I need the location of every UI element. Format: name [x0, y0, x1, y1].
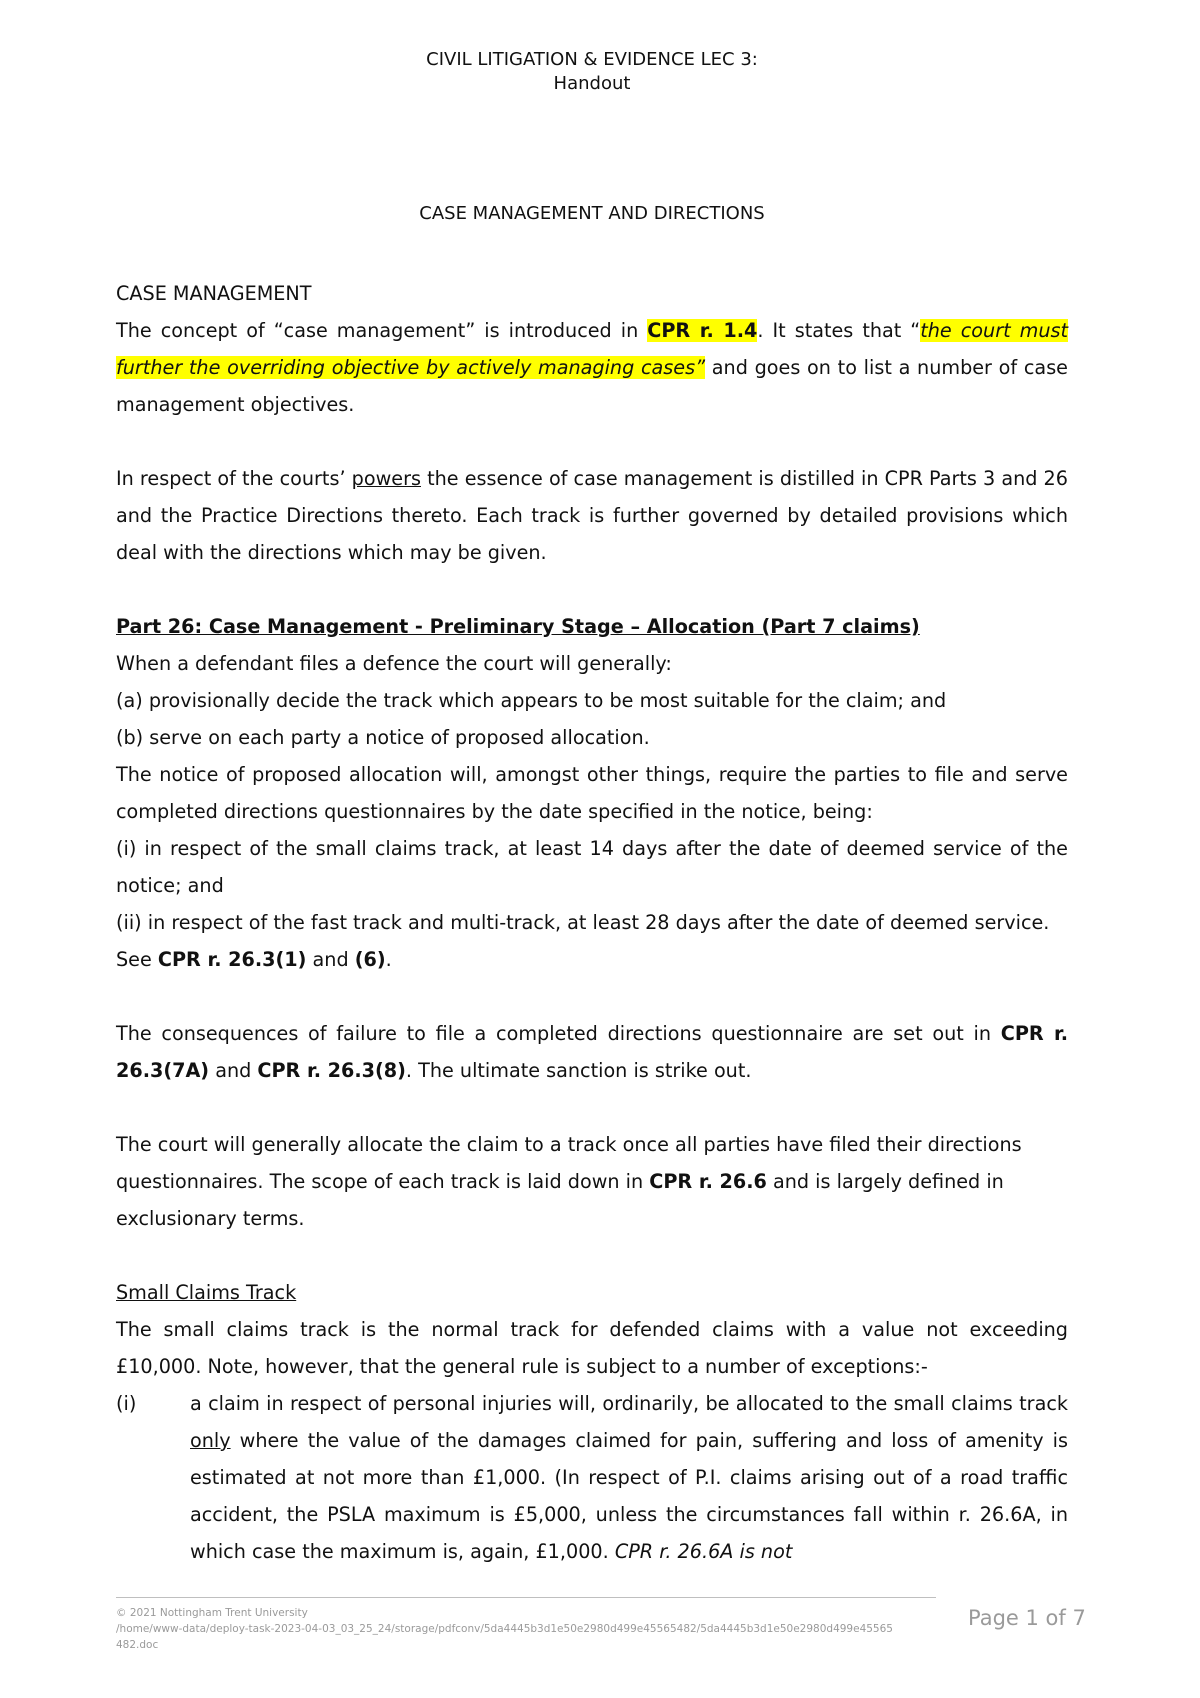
exception-list-item — [116, 1385, 1068, 1570]
footer-path: /home/www-data/deploy-task-2023-04-03_03_25_24/storage/pdfconv/5da4445b3d1e50e2980d499e45565482/5da4445b3d1e50e2980d499e45565482.doc — [116, 1623, 893, 1651]
part26-line: (i) in respect of the small claims track, at least 14 days after the date of deemed service of the notice; and — [116, 837, 1068, 897]
header-title: CIVIL LITIGATION & EVIDENCE LEC 3: — [426, 49, 758, 70]
main-heading: CASE MANAGEMENT AND DIRECTIONS — [419, 203, 765, 224]
page-number: Page 1 of 7 — [968, 1606, 1086, 1630]
part26-line: (b) serve on each party a notice of proposed allocation. — [116, 726, 650, 749]
case-management-paragraph: The concept of “case management” is introduced in CPR r. 1.4. It states that “the court must further the overriding objective by actively managing cases” and goes on to list a number of case management objectives. — [116, 319, 1069, 416]
case-management-heading: CASE MANAGEMENT — [116, 282, 312, 305]
list-number: (i) — [116, 1392, 137, 1415]
header-subtitle: Handout — [553, 73, 631, 94]
document-body — [116, 275, 1068, 1570]
document-header — [116, 48, 1068, 96]
part26-line: (ii) in respect of the fast track and multi-track, at least 28 days after the date of deemed service. — [116, 911, 1050, 934]
small-claims-heading: Small Claims Track — [116, 1281, 297, 1304]
powers-paragraph: In respect of the courts’ powers the essence of case management is distilled in CPR Parts 3 and 26 and the Practice Directions thereto. Each track is further governed by detailed provisions which deal with the directions which may be given. — [116, 467, 1068, 564]
small-claims-paragraph: The small claims track is the normal track for defended claims with a value not exceeding £10,000. Note, however, that the general rule is subject to a number of exceptions:- — [116, 1318, 1068, 1378]
consequences-paragraph: The consequences of failure to file a completed directions questionnaire are set out in CPR r. 26.3(7A) and CPR r. 26.3(8). The ultimate sanction is strike out. — [116, 1022, 1068, 1082]
cpr-reference: CPR r. 1.4 — [647, 319, 758, 342]
see-reference: See CPR r. 26.3(1) and (6). — [116, 948, 392, 971]
list-text: a claim in respect of personal injuries will, ordinarily, be allocated to the small claims track only where the value of the damages claimed for pain, suffering and loss of amenity is estimated at not more than £1,000. (In respect of P.I. claims arising out of a road traffic accident, the PSLA maximum is £5,000, unless the circumstances fall within r. 26.6A, in which case the maximum is, again, £1,000. CPR r. 26.6A is not — [190, 1392, 1068, 1563]
footer-copyright: © 2021 Nottingham Trent University — [116, 1607, 308, 1619]
part26-line: The notice of proposed allocation will, amongst other things, require the parties to file and serve completed directions questionnaires by the date specified in the notice, being: — [116, 763, 1068, 823]
part26-line: (a) provisionally decide the track which appears to be most suitable for the claim; and — [116, 689, 947, 712]
part26-heading: Part 26: Case Management - Preliminary Stage – Allocation (Part 7 claims) — [116, 615, 920, 638]
footer-info — [116, 1605, 896, 1653]
part26-line: When a defendant files a defence the court will generally: — [116, 652, 672, 675]
highlighted-quote: the court must further the overriding objective by actively managing cases” — [116, 319, 1069, 379]
footer-divider — [116, 1597, 936, 1598]
allocation-paragraph: The court will generally allocate the claim to a track once all parties have filed their directions questionnaires. The scope of each track is laid down in CPR r. 26.6 and is largely defined in exclusionary terms. — [116, 1133, 1022, 1230]
powers-underlined: powers — [351, 467, 421, 490]
